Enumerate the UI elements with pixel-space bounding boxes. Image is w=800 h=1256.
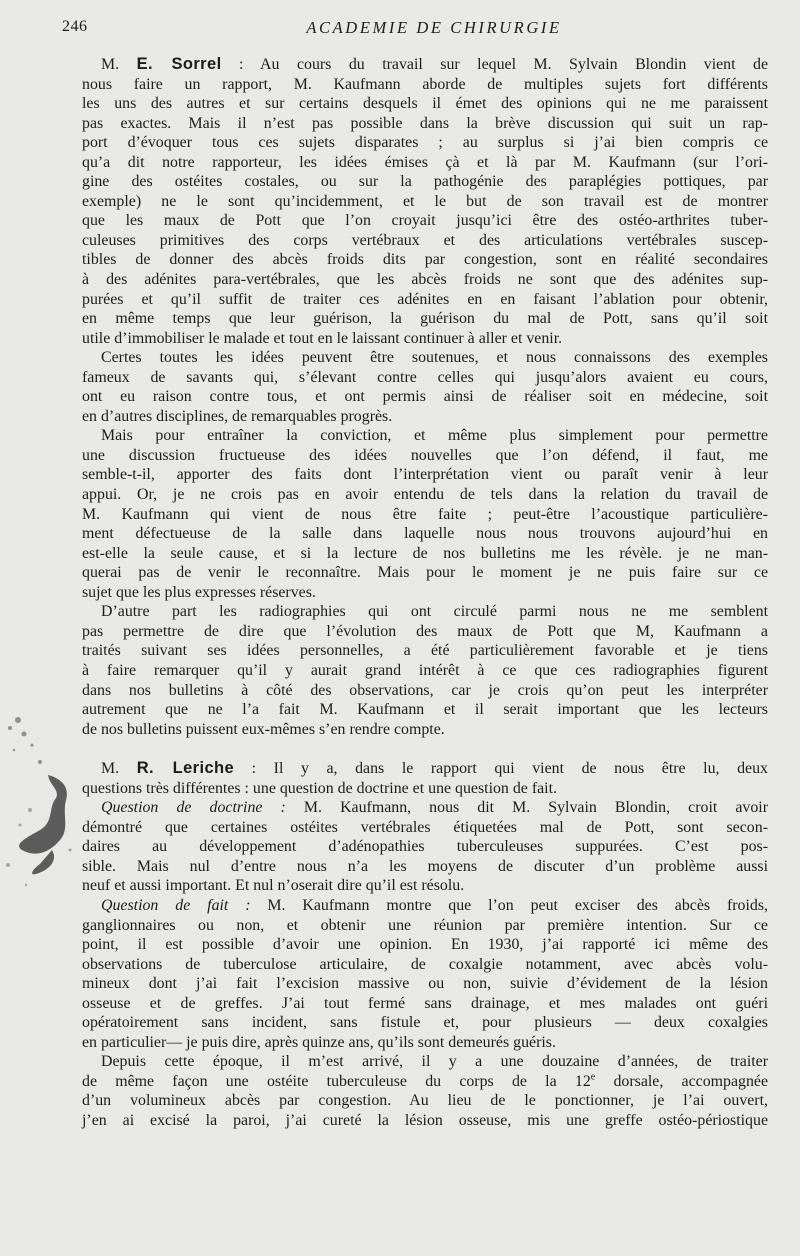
- text-line: [82, 759, 768, 779]
- text-line: Depuis cette époque, il m’est arrivé, il y a une douzaine d’années, de traiter: [101, 1053, 768, 1071]
- text-line: [82, 798, 768, 818]
- text-line: ont eu raison contre tous, et ont permis ainsi de réaliser soit en médecine, soit: [82, 388, 768, 406]
- text-line: traités suivant ses idées personnelles, a été particulièrement favorable et je tiens: [82, 642, 768, 660]
- text-line: Mais pour entraîner la conviction, et même plus simplement pour permettre: [101, 427, 768, 445]
- running-head: [62, 18, 766, 40]
- text-line: une discussion fructueuse des idées nouvelles que l’on défend, il faut, me: [82, 446, 768, 464]
- text-line: pas permettre de dire que l’évolution des maux de Pott que M, Kaufmann a: [82, 622, 768, 640]
- text-line: Certes toutes les idées peuvent être soutenues, et nous connaissons des exemples: [101, 349, 768, 367]
- text-line: querai pas de venir le reconnaître. Mais pour le moment je ne puis faire sur ce: [82, 564, 768, 582]
- text-line: semble-t-il, apporter des faits dont l’interprétation vient ou paraît venir à leur: [82, 466, 768, 484]
- text-line: point, il est possible d’avoir une opinion. En 1930, j’ai rapporté ici même des: [82, 936, 768, 954]
- text-line: à faire remarquer qu’il y aurait grand intérêt à ce que ces radiographies figurent: [82, 661, 768, 679]
- text-line: ganglionnaires ou non, et obtenir une réunion par première intention. Sur ce: [82, 916, 768, 934]
- text-line: en d’autres disciplines, de remarquables progrès.: [82, 407, 393, 425]
- text-line: à des adénites para-vertébrales, que les abcès froids ne sont que des adénites sup-: [82, 271, 768, 289]
- text-line: purées et qu’il suffit de traiter ces adénites en en faisant l’ablation pour obtenir,: [82, 290, 768, 308]
- text-line: de nos bulletins puissent eux-mêmes s’en rendre compte.: [82, 720, 445, 738]
- text-line: appui. Or, je ne crois pas en avoir entendu de tels dans la relation du travail de: [82, 486, 768, 504]
- text-line: qu’a dit notre rapporteur, les idées émises çà et là par M. Kaufmann (sur l’ori-: [82, 153, 768, 171]
- text-line: utile d’immobiliser le malade et tout en le laissant continuer à aller et venir.: [82, 329, 563, 347]
- text-run: de même façon une ostéite tuberculeuse du corps de la 12: [82, 1072, 591, 1090]
- speaker-prefix: M.: [101, 56, 120, 73]
- text-line: questions très différentes : une question de doctrine et une question de fait.: [82, 779, 557, 797]
- text-line: gine des ostéites costales, ou sur la pathogénie des paraplégies pottiques, par: [82, 173, 768, 191]
- text-line: est-elle la seule cause, et si la lecture de nos bulletins me les révèle. je ne man-: [82, 544, 768, 562]
- text-run: dorsale, accompagnée: [595, 1072, 769, 1090]
- text-line: les uns des autres et sur certains desquels il émet des opinions qui ne me paraissent: [82, 95, 768, 113]
- text-line: tibles de donner des abcès froids dits par congestion, sont en réalité secondaires: [82, 251, 768, 269]
- text-line: autrement que ne l’a fait M. Kaufmann et il serait important que les lecteurs: [82, 701, 768, 719]
- text-line: fameux de savants qui, s’élevant contre celles qui jusqu’alors avaient eu cours,: [82, 368, 768, 386]
- text-line: daires au développement d’adénopathies tuberculeuses suppurées. C’est pos-: [82, 838, 768, 856]
- text-line: osseuse et de greffes. J’ai tout fermé sans drainage, et mes malades ont guéri: [82, 994, 768, 1012]
- superscript: e: [590, 1071, 596, 1083]
- text-line: démontré que certaines ostéites vertébrales étiquetées mal de Pott, sont secon-: [82, 818, 768, 836]
- text-line: opératoirement sans incident, sans fistule et, pour plusieurs — deux coxalgies: [82, 1014, 768, 1032]
- text-line: dans nos bulletins à côté des observations, car je crois qu’on peut les interpréter: [82, 681, 768, 699]
- text-line: mineux dont j’ai fait l’excision massive ou non, suivie d’évidement de la lésion: [82, 975, 768, 993]
- text-line: neuf et aussi important. Et nul n’oserait dire qu’il est résolu.: [82, 877, 465, 895]
- journal-title: ACADEMIE DE CHIRURGIE: [306, 18, 562, 37]
- text-line: en même temps que leur guérison, la guérison du mal de Pott, sans qu’il soit: [82, 310, 768, 328]
- text-line: M. Kaufmann qui vient de nous être faite ; peut-être l’acoustique particulière-: [82, 505, 768, 523]
- text-line: [82, 55, 768, 75]
- text-line: sible. Mais nul d’entre nous n’a les moyens de discuter d’un problème aussi: [82, 857, 768, 875]
- text-line: sujet que les plus expresses réserves.: [82, 583, 316, 601]
- speaker-prefix: M.: [101, 760, 120, 778]
- section-gap: [82, 739, 768, 759]
- speaker-name-leriche: R. Leriche: [136, 759, 235, 778]
- text-line: port d’évoquer tous ces sujets disparates ; au surplus si j’ai bien compris ce: [82, 134, 768, 152]
- text-line: culeuses primitives des corps vertébraux et des articulations vertébrales suscep-: [82, 231, 768, 249]
- text-line: en particulier— je puis dire, après quinze ans, qu’ils sont demeurés guéris.: [82, 1033, 556, 1051]
- text-line: nous faire un rapport, M. Kaufmann aborde de multiples sujets fort différents: [82, 75, 768, 93]
- page-number: 246: [62, 18, 88, 35]
- text-line: observations de tuberculose articulaire, de coxalgie notamment, avec abcès volu-: [82, 955, 768, 973]
- text-line: [82, 1072, 768, 1092]
- text-run: M. Kaufmann montre que l’on peut exciser des abcès froids,: [250, 896, 768, 914]
- text-line: d’un volumineux abcès par congestion. Au lieu de le ponctionner, je l’ai ouvert,: [82, 1092, 768, 1110]
- text-run: : Il y a, dans le rapport qui vient de nous être lu, deux: [234, 760, 768, 778]
- text-run: M. Kaufmann, nous dit M. Sylvain Blondin, croit avoir: [285, 799, 768, 817]
- text-line: exemple) ne le sont qu’incidemment, et le but de son travail est de montrer: [82, 192, 768, 210]
- text-run: : Au cours du travail sur lequel M. Sylvain Blondin vient de: [221, 56, 768, 73]
- text-line: D’autre part les radiographies qui ont circulé parmi nous ne me semblent: [101, 603, 768, 621]
- body-text: [82, 55, 768, 1131]
- text-line: pas exactes. Mais il n’est pas possible dans la brève discussion qui suit un rap-: [82, 114, 768, 132]
- text-line: j’en ai excisé la paroi, j’ai cureté la lésion osseuse, mis une greffe ostéo-périostique: [82, 1111, 768, 1129]
- speaker-name-sorrel: E. Sorrel: [136, 55, 222, 73]
- doctrine-label: Question de doctrine :: [101, 799, 286, 817]
- text-line: ment défectueuse de la salle dans laquelle nous nous trouvons aujourd’hui en: [82, 525, 768, 543]
- margin-ink-stain: [0, 690, 80, 900]
- fait-label: Question de fait :: [101, 896, 251, 914]
- text-line: [82, 896, 768, 916]
- text-line: que les maux de Pott que l’on croyait jusqu’ici être des ostéo-arthrites tuber-: [82, 212, 768, 230]
